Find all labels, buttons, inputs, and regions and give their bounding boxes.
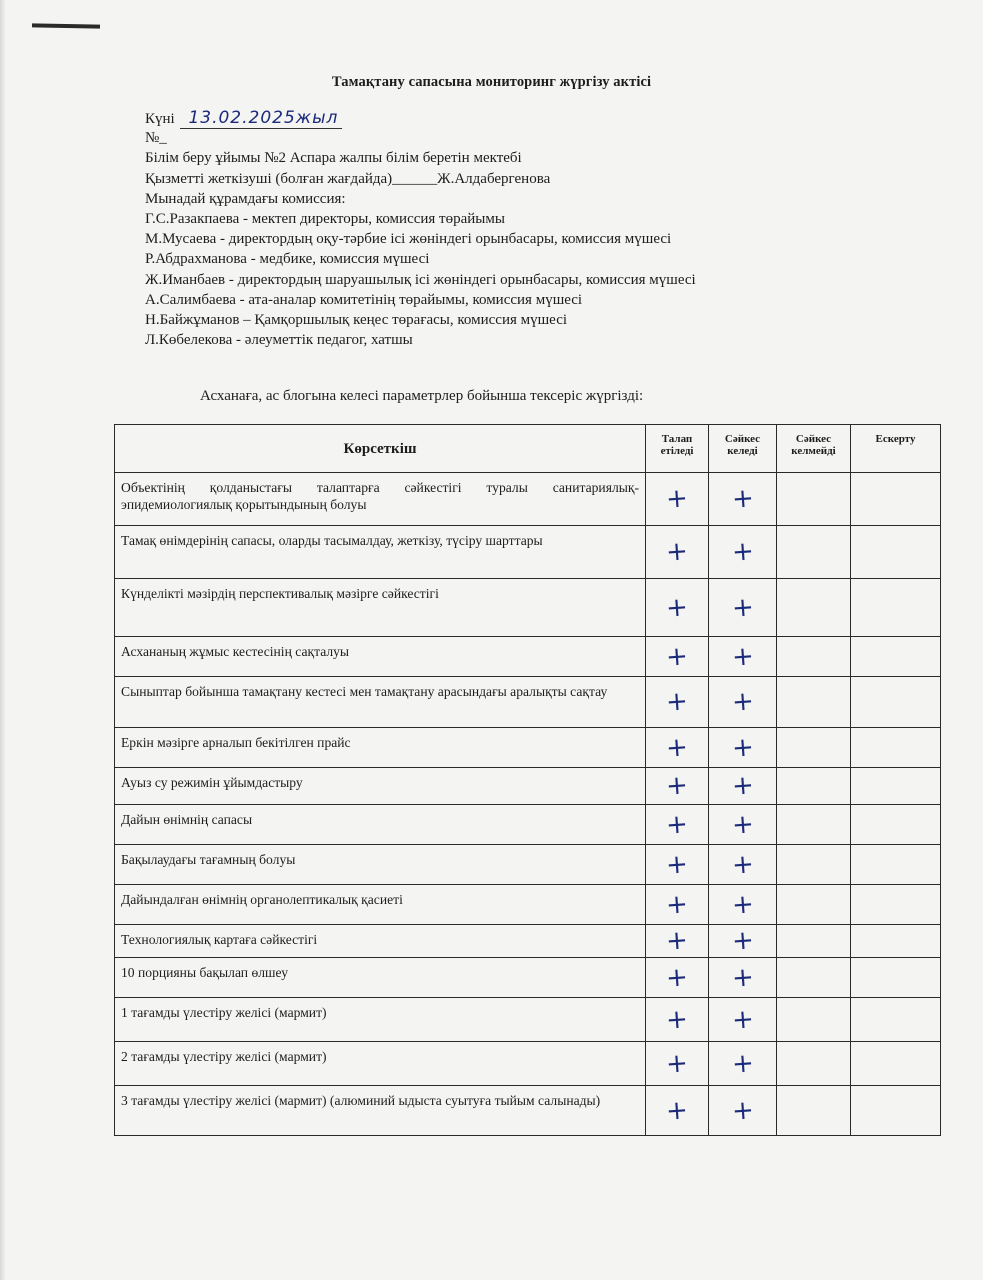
complies-mark: +: [709, 925, 777, 958]
required-mark: +: [646, 579, 709, 637]
provider-line: Қызметті жеткізуші (болған жағдайда)______Ж.Алдабергенова: [145, 170, 551, 187]
complies-mark: +: [709, 473, 777, 526]
complies-mark: +: [709, 958, 777, 998]
note-cell: [851, 998, 941, 1042]
date-line: [145, 108, 696, 128]
note-cell: [851, 728, 941, 768]
table-row: [115, 885, 941, 925]
page-fold-shadow: [0, 0, 6, 1280]
note-cell: [851, 885, 941, 925]
required-mark: +: [646, 998, 709, 1042]
header-indicator: Көрсеткіш: [115, 425, 646, 473]
not-complies-cell: [777, 845, 851, 885]
not-complies-cell: [777, 885, 851, 925]
indicator-cell: Бақылаудағы тағамның болуы: [115, 845, 646, 885]
table-row: [115, 473, 941, 526]
header-note: Ескерту: [851, 425, 941, 473]
indicator-cell: Объектінің қолданыстағы талаптарға сәйкестігі туралы санитариялық-эпидемиологиялық қорытындының болуы: [115, 473, 646, 526]
commission-member: М.Мусаева - директордың оқу-тәрбие ісі жөніндегі орынбасары, комиссия мүшесі: [145, 231, 672, 248]
commission-member: Р.Абдрахманова - медбике, комиссия мүшесі: [145, 251, 430, 268]
table-row: [115, 728, 941, 768]
commission-intro: Мынадай құрамдағы комиссия:: [145, 190, 346, 207]
table-row: [115, 805, 941, 845]
note-cell: [851, 805, 941, 845]
required-mark: +: [646, 1086, 709, 1136]
header-required: Талап етіледі: [646, 425, 709, 473]
table-row: [115, 1086, 941, 1136]
complies-mark: +: [709, 526, 777, 579]
note-cell: [851, 526, 941, 579]
complies-mark: +: [709, 1086, 777, 1136]
not-complies-cell: [777, 526, 851, 579]
required-mark: +: [646, 958, 709, 998]
not-complies-cell: [777, 805, 851, 845]
scan-mark: [32, 23, 100, 28]
complies-mark: +: [709, 805, 777, 845]
indicator-cell: Асхананың жұмыс кестесінің сақталуы: [115, 637, 646, 677]
indicator-cell: Сыныптар бойынша тамақтану кестесі мен тамақтану арасындағы аралықты сақтау: [115, 677, 646, 728]
not-complies-cell: [777, 768, 851, 805]
table-row: [115, 925, 941, 958]
indicator-cell: 10 порцияны бақылап өлшеу: [115, 958, 646, 998]
indicator-cell: Технологиялық картаға сәйкестігі: [115, 925, 646, 958]
table-row: [115, 579, 941, 637]
required-mark: +: [646, 1042, 709, 1086]
required-mark: +: [646, 768, 709, 805]
number-line: №_: [145, 130, 167, 147]
note-cell: [851, 925, 941, 958]
table-header-row: [115, 425, 941, 473]
required-mark: +: [646, 805, 709, 845]
complies-mark: +: [709, 885, 777, 925]
complies-mark: +: [709, 845, 777, 885]
not-complies-cell: [777, 998, 851, 1042]
complies-mark: +: [709, 579, 777, 637]
indicator-cell: 3 тағамды үлестіру желісі (мармит) (алюминий ыдыста суытуға тыйым салынады): [115, 1086, 646, 1136]
commission-member: Н.Байжұманов – Қамқоршылық кеңес төрағасы, комиссия мүшесі: [145, 311, 568, 328]
document-title: Тамақтану сапасына мониторинг жүргізу актісі: [331, 74, 652, 90]
indicator-cell: 2 тағамды үлестіру желісі (мармит): [115, 1042, 646, 1086]
required-mark: +: [646, 526, 709, 579]
required-mark: +: [646, 925, 709, 958]
table-row: [115, 637, 941, 677]
note-cell: [851, 958, 941, 998]
required-mark: +: [646, 677, 709, 728]
required-mark: +: [646, 637, 709, 677]
not-complies-cell: [777, 728, 851, 768]
indicator-cell: Дайын өнімнің сапасы: [115, 805, 646, 845]
header-block: [145, 108, 696, 350]
not-complies-cell: [777, 1042, 851, 1086]
complies-mark: +: [709, 728, 777, 768]
not-complies-cell: [777, 1086, 851, 1136]
complies-mark: +: [709, 998, 777, 1042]
note-cell: [851, 845, 941, 885]
note-cell: [851, 768, 941, 805]
note-cell: [851, 579, 941, 637]
required-mark: +: [646, 728, 709, 768]
required-mark: +: [646, 473, 709, 526]
commission-member: Г.С.Разакпаева - мектеп директоры, комиссия төрайымы: [145, 210, 505, 227]
complies-mark: +: [709, 677, 777, 728]
commission-member: А.Салимбаева - ата-аналар комитетінің төрайымы, комиссия мүшесі: [145, 291, 583, 308]
note-cell: [851, 1086, 941, 1136]
not-complies-cell: [777, 473, 851, 526]
complies-mark: +: [709, 1042, 777, 1086]
note-cell: [851, 1042, 941, 1086]
not-complies-cell: [777, 958, 851, 998]
not-complies-cell: [777, 677, 851, 728]
indicator-cell: Тамақ өнімдерінің сапасы, оларды тасымалдау, жеткізу, түсіру шарттары: [115, 526, 646, 579]
commission-member: Л.Көбелекова - әлеуметтік педагог, хатшы: [145, 332, 413, 349]
table-row: [115, 768, 941, 805]
required-mark: +: [646, 885, 709, 925]
table-row: [115, 677, 941, 728]
complies-mark: +: [709, 768, 777, 805]
date-label: Күні: [145, 111, 175, 127]
indicator-cell: Еркін мәзірге арналып бекітілген прайс: [115, 728, 646, 768]
not-complies-cell: [777, 925, 851, 958]
indicator-cell: Күнделікті мәзірдің перспективалық мәзірге сәйкестігі: [115, 579, 646, 637]
table-row: [115, 998, 941, 1042]
note-cell: [851, 677, 941, 728]
indicator-cell: Ауыз су режимін ұйымдастыру: [115, 768, 646, 805]
date-value-handwritten: 13.02.2025жыл: [180, 108, 342, 129]
inspection-intro: Асханаға, ас блогына келесі параметрлер бойынша тексеріс жүргізді:: [200, 388, 644, 404]
header-complies: Сәйкес келеді: [709, 425, 777, 473]
not-complies-cell: [777, 637, 851, 677]
commission-member: Ж.Иманбаев - директордың шаруашылық ісі жөніндегі орынбасары, комиссия мүшесі: [145, 271, 696, 288]
table-row: [115, 526, 941, 579]
school-line: Білім беру ұйымы №2 Аспара жалпы білім беретін мектебі: [145, 150, 522, 167]
table-row: [115, 1042, 941, 1086]
header-not-complies: Сәйкес келмейді: [777, 425, 851, 473]
table-row: [115, 845, 941, 885]
note-cell: [851, 473, 941, 526]
indicator-cell: Дайындалған өнімнің органолептикалық қасиеті: [115, 885, 646, 925]
complies-mark: +: [709, 637, 777, 677]
not-complies-cell: [777, 579, 851, 637]
inspection-table: [114, 424, 941, 1136]
table-row: [115, 958, 941, 998]
required-mark: +: [646, 845, 709, 885]
note-cell: [851, 637, 941, 677]
indicator-cell: 1 тағамды үлестіру желісі (мармит): [115, 998, 646, 1042]
